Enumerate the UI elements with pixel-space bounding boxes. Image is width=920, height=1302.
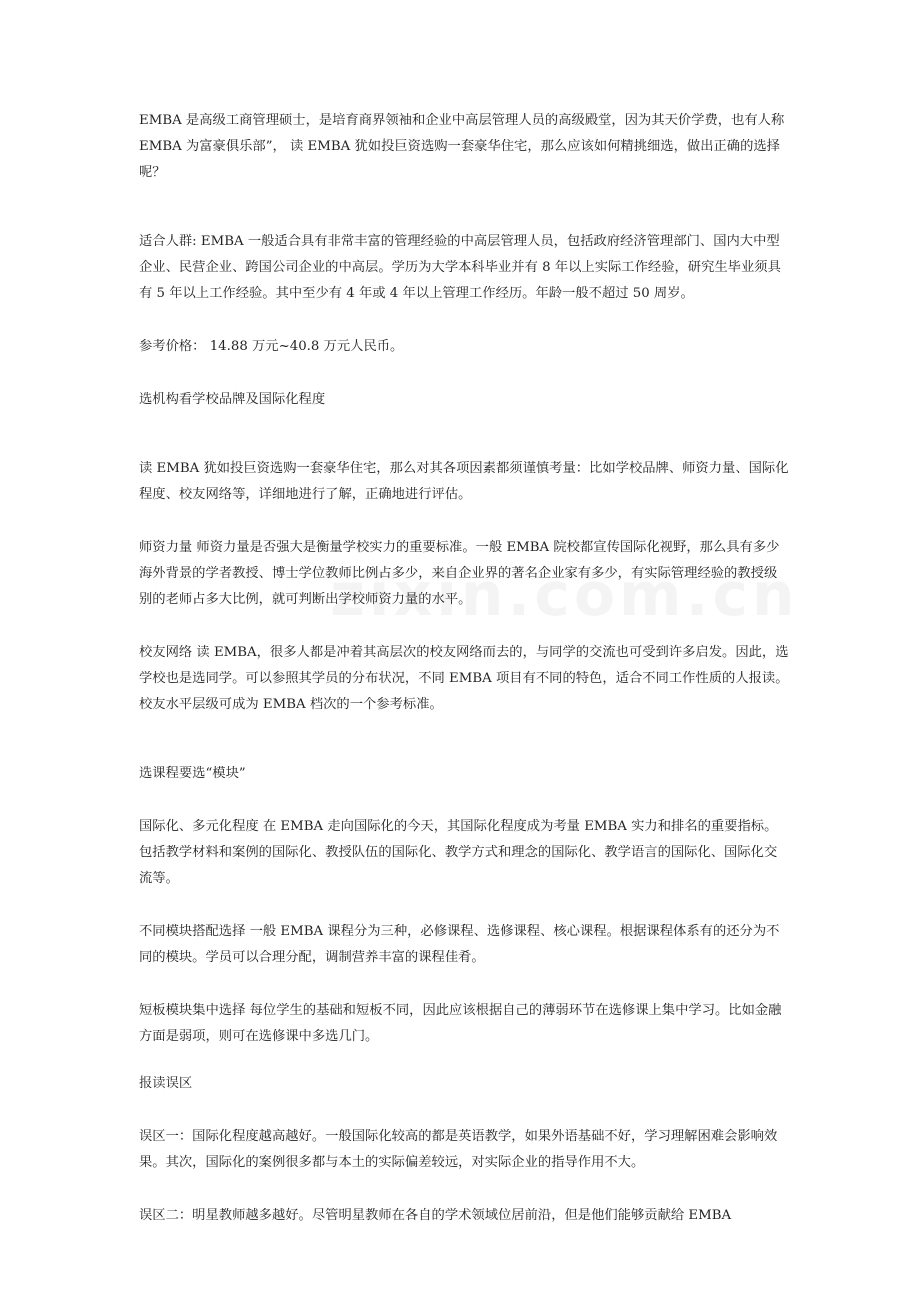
- section-heading-misconceptions: 报读误区: [139, 1076, 193, 1091]
- module-combination-paragraph: 不同模块搭配选择 一般 EMBA 课程分为三种，必修课程、选修课程、核心课程。根据课程体系有的还分为不同的模块。学员可以合理分配，调制营养丰富的课程佳肴。: [139, 924, 780, 965]
- internationalization-paragraph: 国际化、多元化程度 在 EMBA 走向国际化的今天，其国际化程度成为考量 EMBA 实力和排名的重要指标。包括教学材料和案例的国际化、教授队伍的国际化、教学方式和理念的国际化、教学语言的国际化、国际化交流等。: [139, 819, 778, 886]
- section-heading-institution: 选机构看学校品牌及国际化程度: [139, 392, 326, 407]
- intro-paragraph: EMBA 是高级工商管理硕士，是培育商界领袖和企业中高层管理人员的高级殿堂，因为其天价学费，也有人称 EMBA 为富豪俱乐部”， 读 EMBA 犹如投巨资选购一套豪华住宅，那么应该如何精挑细选，做出正确的选择呢？: [139, 113, 785, 180]
- misconception-one-paragraph: 误区一：国际化程度越高越好。一般国际化较高的都是英语教学，如果外语基础不好，学习理解困难会影响效果。其次，国际化的案例很多都与本土的实际偏差较远，对实际企业的指导作用不大。: [139, 1129, 778, 1170]
- reference-price-paragraph: 参考价格： 14.88 万元~40.8 万元人民币。: [139, 339, 404, 354]
- institution-paragraph: 读 EMBA 犹如投巨资选购一套豪华住宅，那么对其各项因素都须谨慎考量：比如学校品牌、师资力量、国际化程度、校友网络等，详细地进行了解，正确地进行评估。: [139, 461, 789, 502]
- misconception-two-paragraph: 误区二：明星教师越多越好。尽管明星教师在各自的学术领域位居前沿，但是他们能够贡献给 EMBA: [139, 1208, 732, 1223]
- target-audience-paragraph: 适合人群: EMBA 一般适合具有非常丰富的管理经验的中高层管理人员，包括政府经济管理部门、国内大中型企业、民营企业、跨国公司企业的中高层。学历为大学本科毕业并有 8 年以上实际工作经验，研究生毕业须具有 5 年以上工作经验。其中至少有 4 年或 4 年以上管理工作经历。年龄一般不超过 50 周岁。: [139, 234, 781, 301]
- article-body: [139, 108, 789, 1229]
- section-heading-modules: 选课程要选“模块”: [139, 766, 246, 781]
- weak-module-paragraph: 短板模块集中选择 每位学生的基础和短板不同，因此应该根据自己的薄弱环节在选修课上集中学习。比如金融方面是弱项，则可在选修课中多选几门。: [139, 1003, 782, 1044]
- faculty-paragraph: 师资力量 师资力量是否强大是衡量学校实力的重要标准。一般 EMBA 院校都宣传国际化视野，那么具有多少海外背景的学者教授、博士学位教师比例占多少，来自企业界的著名企业家有多少，有实际管理经验的教授级别的老师占多大比例，就可判断出学校师资力量的水平。: [139, 540, 780, 607]
- alumni-network-paragraph: 校友网络 读 EMBA，很多人都是冲着其高层次的校友网络而去的，与同学的交流也可受到许多启发。因此，选学校也是选同学。可以参照其学员的分布状况，不同 EMBA 项目有不同的特色，适合不同工作性质的人报读。校友水平层级可成为 EMBA 档次的一个参考标准。: [139, 645, 789, 712]
